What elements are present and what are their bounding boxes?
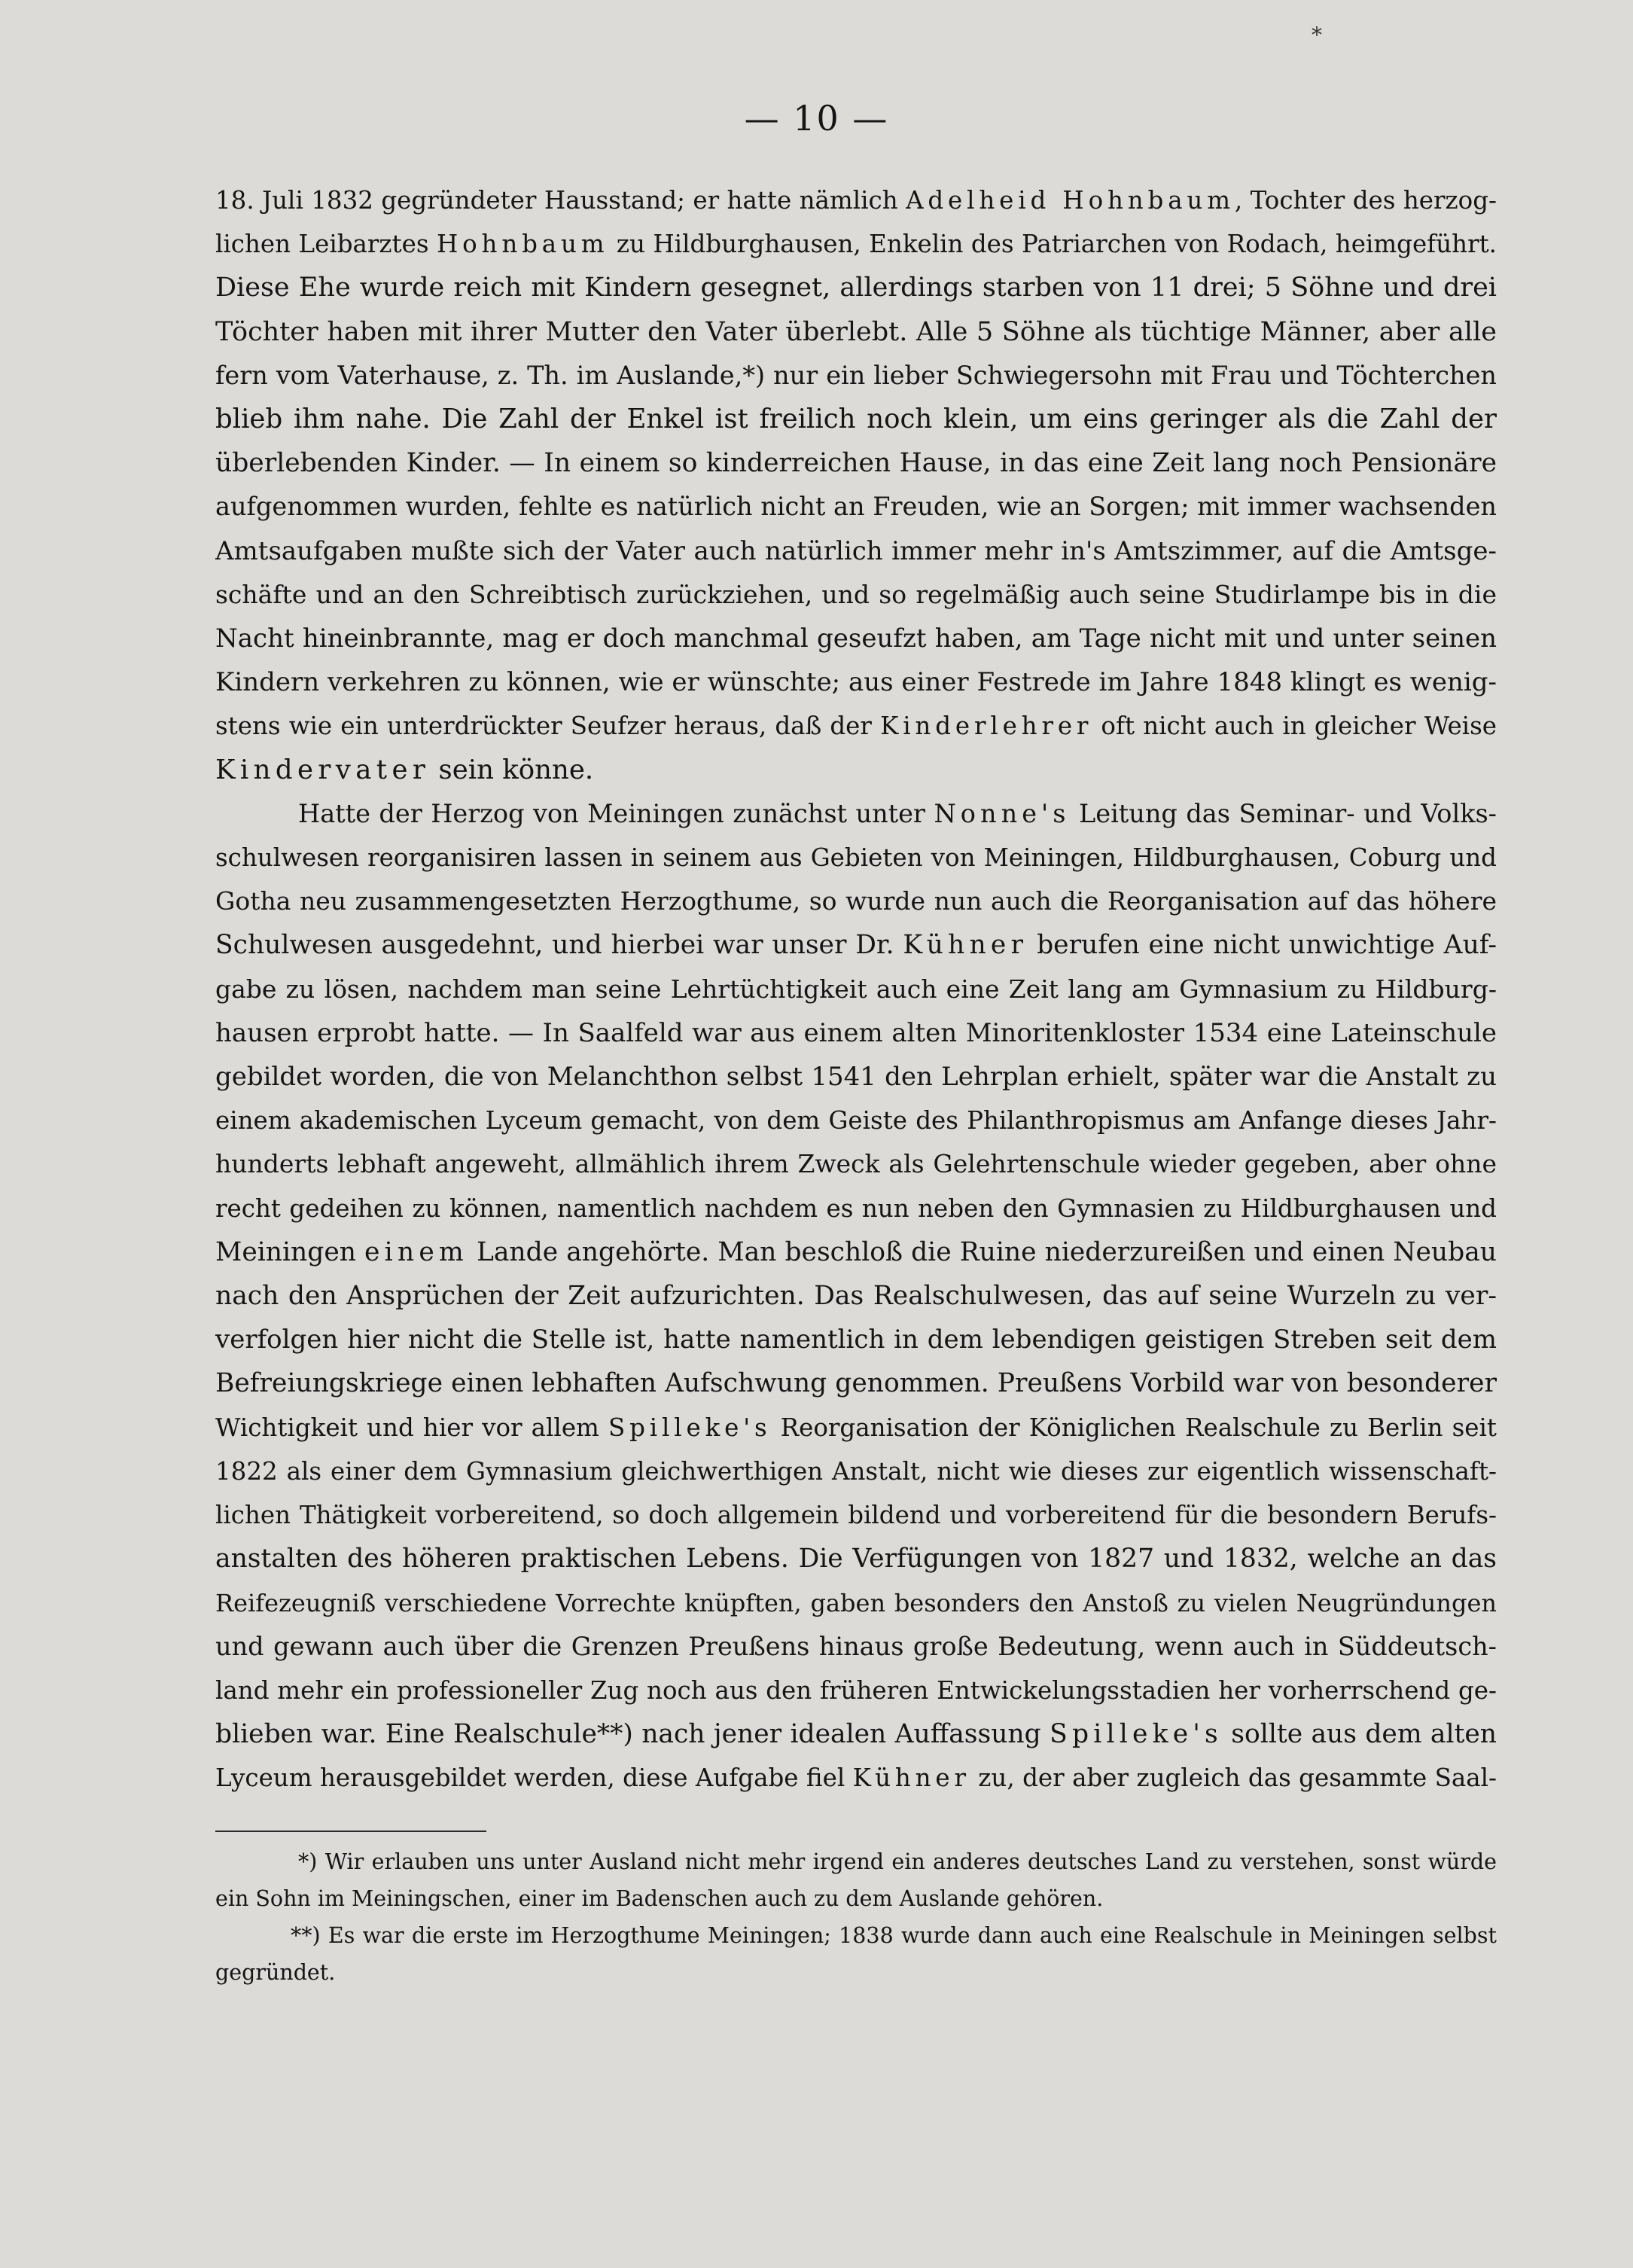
text-line: blieb ihm nahe. Die Zahl der Enkel ist freilich noch klein, um eins geringer als die Zahl der	[215, 404, 1497, 435]
text-line: Wichtigkeit und hier vor allem Spilleke's Reorganisation der Königlichen Realschule zu Berlin seit	[215, 1413, 1497, 1442]
text-line: Nacht hineinbrannte, mag er doch manchmal geseufzt haben, am Tage nicht mit und unter seinen	[215, 623, 1497, 654]
text-line: gabe zu lösen, nachdem man seine Lehrtüchtigkeit auch eine Zeit lang am Gymnasium zu Hildburg-	[215, 974, 1497, 1004]
text-line: verfolgen hier nicht die Stelle ist, hatte namentlich in dem lebendigen geistigen Streben seit dem	[215, 1325, 1497, 1355]
text-line: nach den Ansprüchen der Zeit aufzurichten. Das Realschulwesen, das auf seine Wurzeln zu ver-	[215, 1281, 1497, 1312]
text-line: anstalten des höheren praktischen Lebens. Die Verfügungen von 1827 und 1832, welche an das	[215, 1544, 1497, 1574]
text-line: blieben war. Eine Realschule**) nach jener idealen Auffassung Spilleke's sollte aus dem alten	[215, 1719, 1497, 1750]
text-line: schulwesen reorganisiren lassen in seinem aus Gebieten von Meiningen, Hildburghausen, Coburg und	[215, 843, 1497, 873]
spaced-name: Spilleke's	[608, 1413, 772, 1442]
footnote-divider	[215, 1831, 486, 1832]
text-line: hausen erprobt hatte. — In Saalfeld war aus einem alten Minoritenkloster 1534 eine Lateinschule	[215, 1017, 1497, 1048]
spaced-word: Kindervater	[215, 754, 431, 785]
corner-mark: *	[1312, 23, 1322, 47]
text-line: lichen Leibarztes Hohnbaum zu Hildburghausen, Enkelin des Patriarchen von Rodach, heimgeführt.	[215, 230, 1497, 259]
text-line: Amtsaufgaben mußte sich der Vater auch natürlich immer mehr in's Amtszimmer, auf die Amtsge-	[215, 535, 1497, 566]
page-number: — 10 —	[744, 98, 889, 139]
text-line: hunderts lebhaft angeweht, allmählich ihrem Zweck als Gelehrtenschule wieder gegeben, aber ohne	[215, 1149, 1497, 1179]
text-line: überlebenden Kinder. — In einem so kinderreichen Hause, in das eine Zeit lang noch Pensionäre	[215, 448, 1497, 479]
spaced-word: Kinderlehrer	[880, 712, 1093, 741]
footnotes	[215, 1843, 1497, 1991]
text-line: stens wie ein unterdrückter Seufzer heraus, daß der Kinderlehrer oft nicht auch in gleicher Weise	[215, 712, 1497, 741]
text-line: aufgenommen wurden, fehlte es natürlich nicht an Freuden, wie an Sorgen; mit immer wachsenden	[215, 492, 1497, 522]
text-line: 1822 als einer dem Gymnasium gleichwerthigen Anstalt, nicht wie dieses zur eigentlich wissenschaft-	[215, 1456, 1497, 1486]
text-line: Lyceum herausgebildet werden, diese Aufgabe fiel Kühner zu, der aber zugleich das gesammte Saal-	[215, 1763, 1497, 1793]
text-line: land mehr ein professioneller Zug noch aus den früheren Entwickelungsstadien her vorherrschend ge-	[215, 1675, 1497, 1705]
spaced-name: Hohnbaum	[436, 230, 609, 259]
main-text	[215, 178, 1497, 1800]
spaced-name: Kühner	[852, 1763, 970, 1793]
footnote-line: gegründet.	[215, 1960, 336, 1985]
spaced-name: Spilleke's	[1050, 1719, 1223, 1750]
spaced-name: Kühner	[903, 930, 1028, 961]
text-line: recht gedeihen zu können, namentlich nachdem es nun neben den Gymnasien zu Hildburghausen und	[215, 1193, 1497, 1223]
spaced-name: Nonne's	[934, 798, 1071, 828]
text-line: Kindern verkehren zu können, wie er wünschte; aus einer Festrede im Jahre 1848 klingt es wenig-	[215, 667, 1497, 698]
text-line: schäfte und an den Schreibtisch zurückziehen, und so regelmäßig auch seine Studirlampe bis in die	[215, 579, 1497, 609]
footnote-line: *) Wir erlauben uns unter Ausland nicht mehr irgend ein anderes deutsches Land zu verstehen, sonst würde	[298, 1849, 1497, 1874]
text-line: Schulwesen ausgedehnt, und hierbei war unser Dr. Kühner berufen eine nicht unwichtige Auf-	[215, 930, 1497, 961]
text-line: Gotha neu zusammengesetzten Herzogthume, so wurde nun auch die Reorganisation auf das höhere	[215, 886, 1497, 916]
text-line: Kindervater sein könne.	[215, 754, 594, 785]
text-line: Meiningen einem Lande angehörte. Man beschloß die Ruine niederzureißen und einen Neubau	[215, 1236, 1497, 1267]
text-line: Befreiungskriege einen lebhaften Aufschwung genommen. Preußens Vorbild war von besonderer	[215, 1368, 1497, 1399]
footnote-line: ein Sohn im Meiningschen, einer im Badenschen auch zu dem Auslande gehören.	[215, 1886, 1104, 1911]
text-line: Reifezeugniß verschiedene Vorrechte knüpften, gaben besonders den Anstoß zu vielen Neugründungen	[215, 1588, 1497, 1617]
text-line: Töchter haben mit ihrer Mutter den Vater überlebt. Alle 5 Söhne als tüchtige Männer, aber alle	[215, 316, 1497, 347]
text-line: 18. Juli 1832 gegründeter Hausstand; er hatte nämlich Adelheid Hohnbaum, Tochter des herzog-	[215, 186, 1497, 215]
text-line: und gewann auch über die Grenzen Preußens hinaus große Bedeutung, wenn auch in Süddeutsch-	[215, 1631, 1497, 1661]
text-line: fern vom Vaterhause, z. Th. im Auslande,*) nur ein lieber Schwiegersohn mit Frau und Töchterchen	[215, 360, 1497, 390]
text-line: Diese Ehe wurde reich mit Kindern gesegnet, allerdings starben von 11 drei; 5 Söhne und drei	[215, 273, 1497, 303]
spaced-name: Adelheid Hohnbaum	[906, 186, 1235, 215]
spaced-word: einem	[364, 1236, 468, 1267]
text-line: einem akademischen Lyceum gemacht, von dem Geiste des Philanthropismus am Anfange dieses Jahr-	[215, 1106, 1497, 1136]
text-line: gebildet worden, die von Melanchthon selbst 1541 den Lehrplan erhielt, später war die Anstalt zu	[215, 1062, 1497, 1093]
text-line: Hatte der Herzog von Meiningen zunächst unter Nonne's Leitung das Seminar- und Volks-	[298, 798, 1497, 828]
footnote-line: **) Es war die erste im Herzogthume Meiningen; 1838 wurde dann auch eine Realschule in Meiningen selbst	[291, 1923, 1497, 1948]
text-line: lichen Thätigkeit vorbereitend, so doch allgemein bildend und vorbereitend für die besondern Berufs-	[215, 1501, 1497, 1530]
